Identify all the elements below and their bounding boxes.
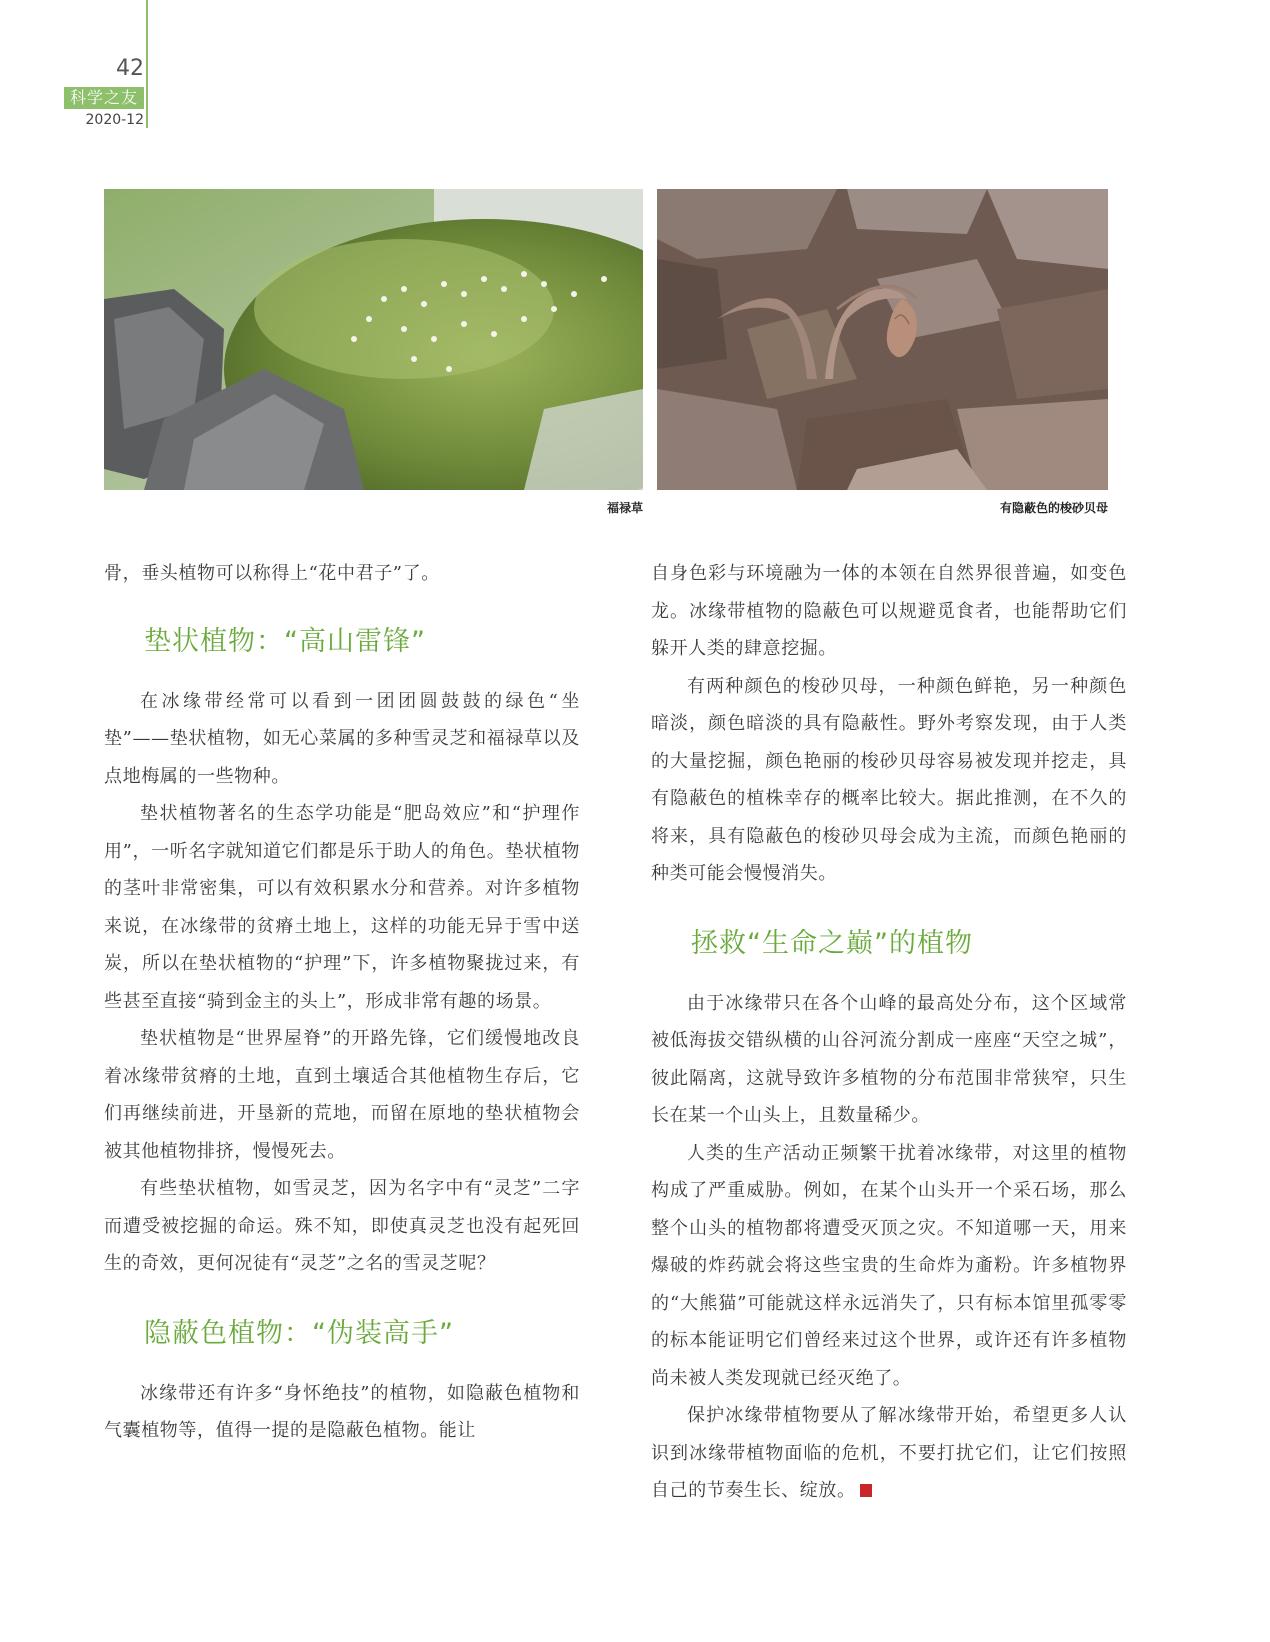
paragraph: 垫状植物著名的生态学功能是“肥岛效应”和“护理作用”，一听名字就知道它们都是乐于助人的角色。垫状植物的茎叶非常密集，可以有效积累水分和营养。对许多植物来说，在冰缘带的贫瘠土地上，这样的功能无异于雪中送炭，所以在垫状植物的“护理”下，许多植物聚拢过来，有些甚至直接“骑到金主的头上”，形成非常有趣的场景。 <box>104 803 580 1012</box>
paragraph: 由于冰缘带只在各个山峰的最高处分布，这个区域常被低海拔交错纵横的山谷河流分割成一座座“天空之城”，彼此隔离，这就导致许多植物的分布范围非常狭窄，只生长在某一个山头上，且数量稀少。 <box>651 992 1127 1126</box>
paragraph: 有两种颜色的梭砂贝母，一种颜色鲜艳，另一种颜色暗淡，颜色暗淡的具有隐蔽性。野外考察发现，由于人类的大量挖掘，颜色艳丽的梭砂贝母容易被发现并挖走，具有隐蔽色的植株幸存的概率比较大。据此推测，在不久的将来，具有隐蔽色的梭砂贝母会成为主流，而颜色艳丽的种类可能会慢慢消失。 <box>651 675 1127 884</box>
end-mark-icon <box>860 1484 872 1497</box>
final-paragraph-text: 保护冰缘带植物要从了解冰缘带开始，希望更多人认识到冰缘带植物面临的危机，不要打扰它们，让它们按照自己的节奏生长、绽放。 <box>651 1405 1127 1501</box>
paragraph: 人类的生产活动正频繁干扰着冰缘带，对这里的植物构成了严重威胁。例如，在某个山头开一个采石场，那么整个山头的植物都将遭受灭顶之灾。不知道哪一天，用来爆破的炸药就会将这些宝贵的生命炸为齑粉。许多植物界的“大熊猫”可能就这样永远消失了，只有标本馆里孤零零的标本能证明它们曾经来过这个世界，或许还有许多植物尚未被人类发现就已经灭绝了。 <box>651 1142 1127 1389</box>
section-heading-rescue: 拯救“生命之巅”的植物 <box>691 927 973 959</box>
paragraph: 垫状植物是“世界屋脊”的开路先锋，它们缓慢地改良着冰缘带贫瘠的土地，直到土壤适合其他植物生存后，它们再继续前进，开垦新的荒地，而留在原地的垫状植物会被其他植物排挤，慢慢死去。 <box>104 1028 580 1162</box>
magazine-name: 科学之友 <box>64 87 144 109</box>
issue-date: 2020-12 <box>85 112 144 128</box>
photo-caption-2: 有隐蔽色的梭砂贝母 <box>999 501 1108 515</box>
page-number: 42 <box>116 56 144 81</box>
photo-caption-1: 福禄草 <box>606 501 643 515</box>
paragraph: 自身色彩与环境融为一体的本领在自然界很普遍，如变色龙。冰缘带植物的隐蔽色可以规避觅食者，也能帮助它们躲开人类的肆意挖掘。 <box>651 563 1127 659</box>
section-heading-cushion: 垫状植物：“高山雷锋” <box>144 625 426 657</box>
cushion-plant-photo <box>104 189 643 490</box>
paragraph: 有些垫状植物，如雪灵芝，因为名字中有“灵芝”二字而遭受被挖掘的命运。殊不知，即使真灵芝也没有起死回生的奇效，更何况徒有“灵芝”之名的雪灵芝呢？ <box>104 1178 580 1274</box>
paragraph: 在冰缘带经常可以看到一团团圆鼓鼓的绿色“坐垫”——垫状植物，如无心菜属的多种雪灵芝和福禄草以及点地梅属的一些物种。 <box>104 690 580 787</box>
paragraph: 骨，垂头植物可以称得上“花中君子”了。 <box>104 563 440 584</box>
right-column <box>651 555 1127 1510</box>
header-rule <box>146 0 148 128</box>
section-heading-camouflage: 隐蔽色植物：“伪装高手” <box>144 1317 454 1349</box>
paragraph: 冰缘带还有许多“身怀绝技”的植物，如隐蔽色植物和气囊植物等，值得一提的是隐蔽色植物。能让 <box>104 1382 580 1441</box>
paragraph-final <box>651 1397 1127 1510</box>
fritillary-photo <box>657 189 1108 490</box>
left-column <box>104 555 580 1450</box>
